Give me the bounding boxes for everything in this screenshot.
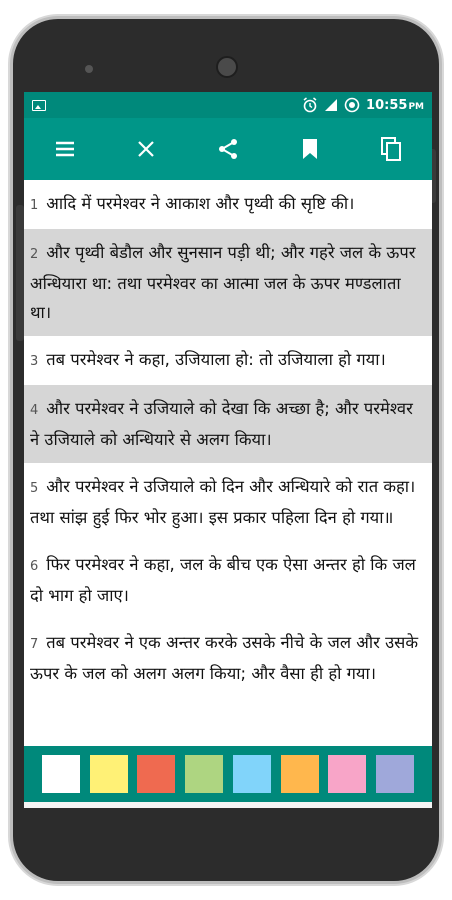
color-swatch-pink[interactable] [328, 755, 366, 793]
verse-text: आदि में परमेश्वर ने आकाश और पृथ्वी की सृष्टि की। [46, 194, 355, 213]
close-button[interactable] [124, 127, 168, 171]
verse-text: और पृथ्वी बेडौल और सुनसान पड़ी थी; और गहरे जल के ऊपर अन्धियारा था: तथा परमेश्वर का आत्मा जल के ऊपर मण्डलाता था। [30, 243, 416, 322]
verse-text: और परमेश्वर ने उजियाले को देखा कि अच्छा है; और परमेश्वर ने उजियाले को अन्धियारे से अलग किया। [30, 399, 413, 449]
front-camera [216, 56, 238, 78]
menu-icon [53, 137, 77, 161]
status-time: 10:55PM [366, 97, 424, 113]
close-icon [135, 138, 157, 160]
verse-text: और परमेश्वर ने उजियाले को दिन और अन्धियारे को रात कहा। तथा सांझ हुई फिर भोर हुआ। इस प्रकार पहिला दिन हो गया॥ [30, 477, 416, 527]
copy-icon [379, 136, 403, 162]
verse-item[interactable] [24, 336, 432, 385]
action-toolbar [24, 118, 432, 180]
verse-item[interactable] [24, 463, 432, 541]
verse-number: 2 [30, 247, 39, 262]
color-swatch-blue[interactable] [233, 755, 271, 793]
verse-number: 1 [30, 198, 39, 213]
color-swatch-orange[interactable] [281, 755, 319, 793]
verse-item[interactable] [24, 541, 432, 619]
verse-text: तब परमेश्वर ने एक अन्तर करके उसके नीचे के जल और उसके ऊपर के जल को अलग अलग किया; और वैसा ही हो गया। [30, 633, 418, 683]
verse-number: 5 [30, 481, 39, 496]
verse-number: 3 [30, 354, 39, 369]
volume-button [16, 205, 24, 341]
verse-item[interactable] [24, 180, 432, 229]
verse-number: 6 [30, 559, 39, 574]
color-swatch-yellow[interactable] [90, 755, 128, 793]
verse-item-highlighted[interactable] [24, 385, 432, 463]
color-swatch-green[interactable] [185, 755, 223, 793]
status-ampm: PM [408, 101, 424, 112]
verse-list [24, 180, 432, 754]
verse-item-highlighted[interactable] [24, 229, 432, 336]
signal-icon [324, 98, 338, 112]
verse-text: फिर परमेश्वर ने कहा, जल के बीच एक ऐसा अन्तर हो कि जल दो भाग हो जाए। [30, 555, 416, 605]
app-screen [24, 92, 432, 808]
image-icon [32, 100, 46, 111]
verse-text: तब परमेश्वर ने कहा, उजियाला हो: तो उजियाला हो गया। [46, 350, 386, 369]
sensor-dot [85, 65, 93, 73]
bookmark-button[interactable] [288, 127, 332, 171]
copy-button[interactable] [369, 127, 413, 171]
color-swatch-red[interactable] [137, 755, 175, 793]
menu-button[interactable] [43, 127, 87, 171]
verse-number: 4 [30, 403, 39, 418]
share-button[interactable] [206, 127, 250, 171]
verse-number: 7 [30, 637, 39, 652]
share-icon [216, 137, 240, 161]
bookmark-icon [300, 137, 320, 161]
content-below-palette [24, 802, 432, 808]
alarm-icon [302, 97, 318, 113]
data-saver-icon [344, 97, 360, 113]
status-bar [24, 92, 432, 118]
verse-item[interactable] [24, 619, 432, 697]
color-swatch-purple[interactable] [376, 755, 414, 793]
highlight-color-palette [24, 746, 432, 802]
color-swatch-white[interactable] [42, 755, 80, 793]
